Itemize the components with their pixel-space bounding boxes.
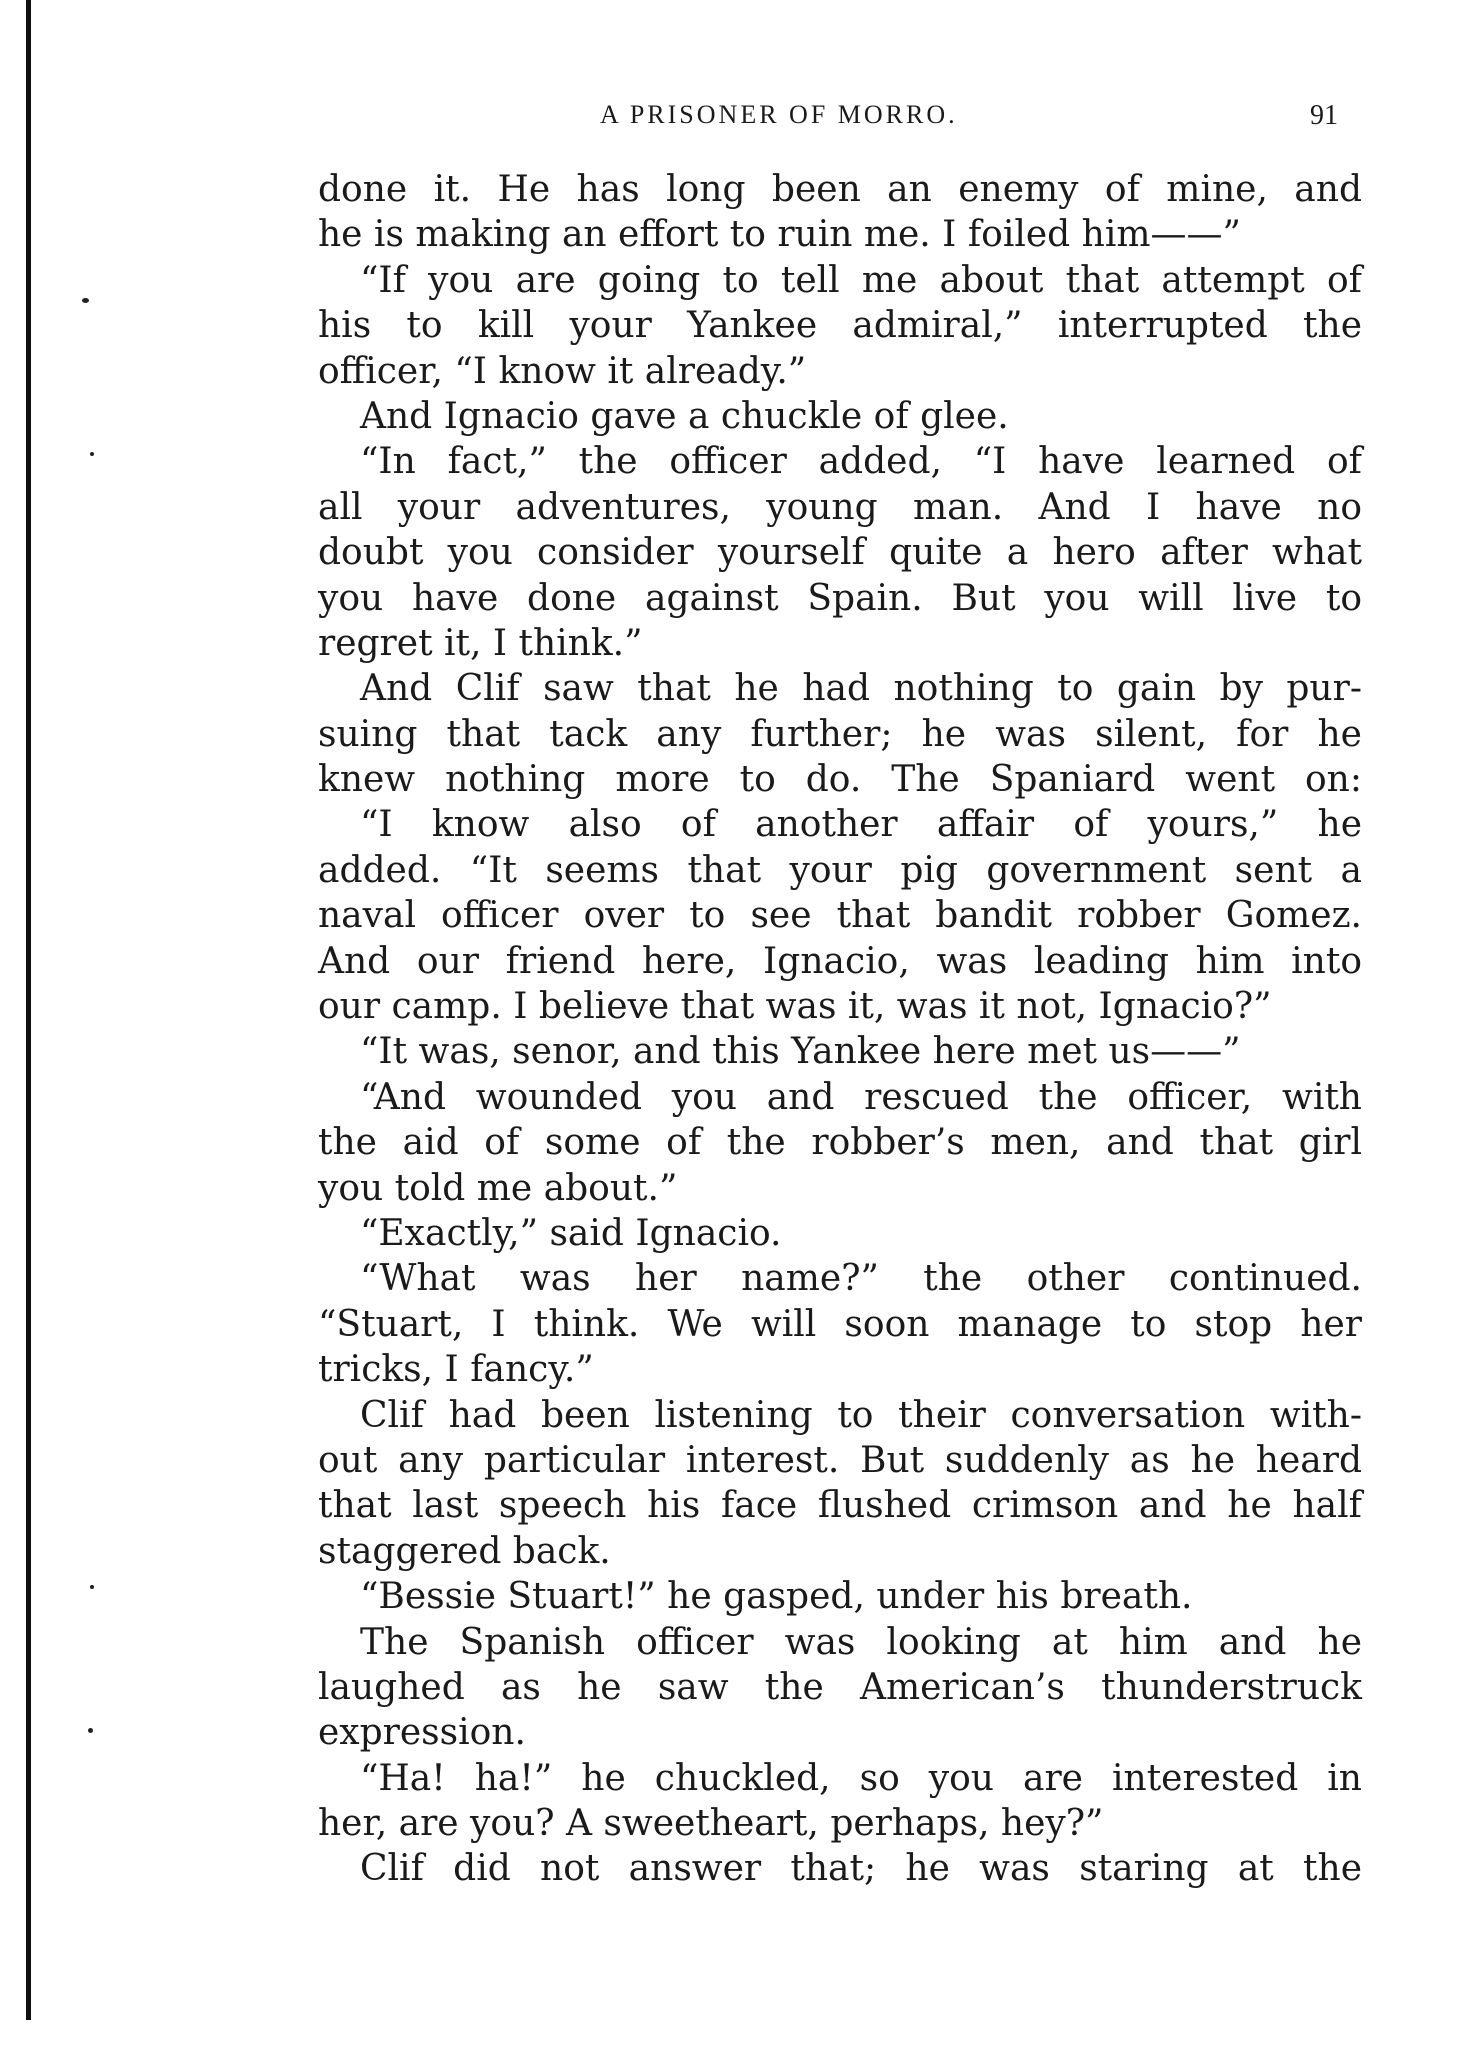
text-line: “Stuart, I think. We will soon manage to stop her xyxy=(318,1303,1362,1345)
text-line: her, are you? A sweetheart, perhaps, hey?” xyxy=(318,1803,1104,1845)
text-line: laughed as he saw the American’s thunderstruck xyxy=(318,1666,1362,1708)
text-line: you have done against Spain. But you will live to xyxy=(318,577,1362,619)
text-line: our camp. I believe that was it, was it not, Ignacio?” xyxy=(318,986,1272,1028)
text-line: that last speech his face flushed crimson and he half xyxy=(318,1485,1362,1527)
text-line: regret it, I think.” xyxy=(318,622,643,664)
text-line: staggered back. xyxy=(318,1530,611,1572)
text-line: out any particular interest. But suddenly as he heard xyxy=(318,1439,1362,1481)
text-line: doubt you consider yourself quite a hero after what xyxy=(318,532,1362,574)
text-line: “In fact,” the officer added, “I have learned of xyxy=(360,441,1362,483)
text-line: And our friend here, Ignacio, was leading him into xyxy=(318,940,1362,982)
body-text xyxy=(318,167,1362,1892)
text-line: tricks, I fancy.” xyxy=(318,1349,594,1391)
text-line: all your adventures, young man. And I have no xyxy=(318,486,1362,528)
text-line: “It was, senor, and this Yankee here met us——” xyxy=(360,1031,1241,1073)
page-number: 91 xyxy=(1310,100,1338,131)
ink-speck xyxy=(82,298,89,303)
text-line: “And wounded you and rescued the officer, with xyxy=(360,1076,1362,1118)
running-header-title: A PRISONER OF MORRO. xyxy=(600,100,958,129)
text-line: And Clif saw that he had nothing to gain by pur- xyxy=(360,668,1362,710)
text-line: done it. He has long been an enemy of mine, and xyxy=(318,169,1362,210)
page-binding-edge xyxy=(26,0,31,2020)
text-line: Clif had been listening to their conversation with- xyxy=(360,1394,1362,1436)
text-line: “Ha! ha!” he chuckled, so you are interested in xyxy=(360,1757,1362,1799)
text-line: suing that tack any further; he was silent, for he xyxy=(318,713,1362,755)
ink-speck xyxy=(90,452,94,456)
text-line: The Spanish officer was looking at him and he xyxy=(360,1621,1362,1663)
text-line: “What was her name?” the other continued. xyxy=(360,1258,1362,1300)
text-line: his to kill your Yankee admiral,” interrupted the xyxy=(318,305,1362,347)
text-line: the aid of some of the robber’s men, and that girl xyxy=(318,1122,1362,1164)
text-line: you told me about.” xyxy=(318,1167,678,1209)
text-line: he is making an effort to ruin me. I foiled him——” xyxy=(318,214,1241,256)
text-line: naval officer over to see that bandit robber Gomez. xyxy=(318,895,1362,937)
text-line: “Exactly,” said Ignacio. xyxy=(360,1212,782,1254)
text-line: expression. xyxy=(318,1712,526,1754)
text-line: added. “It seems that your pig government sent a xyxy=(318,849,1362,891)
text-line: And Ignacio gave a chuckle of glee. xyxy=(360,395,1009,437)
ink-speck xyxy=(90,1585,94,1589)
text-line: “Bessie Stuart!” he gasped, under his breath. xyxy=(360,1576,1193,1618)
ink-speck xyxy=(88,1728,93,1733)
text-line: “If you are going to tell me about that attempt of xyxy=(360,259,1362,301)
text-line: knew nothing more to do. The Spaniard went on: xyxy=(318,759,1362,801)
text-line: “I know also of another affair of yours,” he xyxy=(360,804,1362,846)
text-line: officer, “I know it already.” xyxy=(318,350,807,392)
text-line: Clif did not answer that; he was staring at the xyxy=(360,1848,1362,1890)
